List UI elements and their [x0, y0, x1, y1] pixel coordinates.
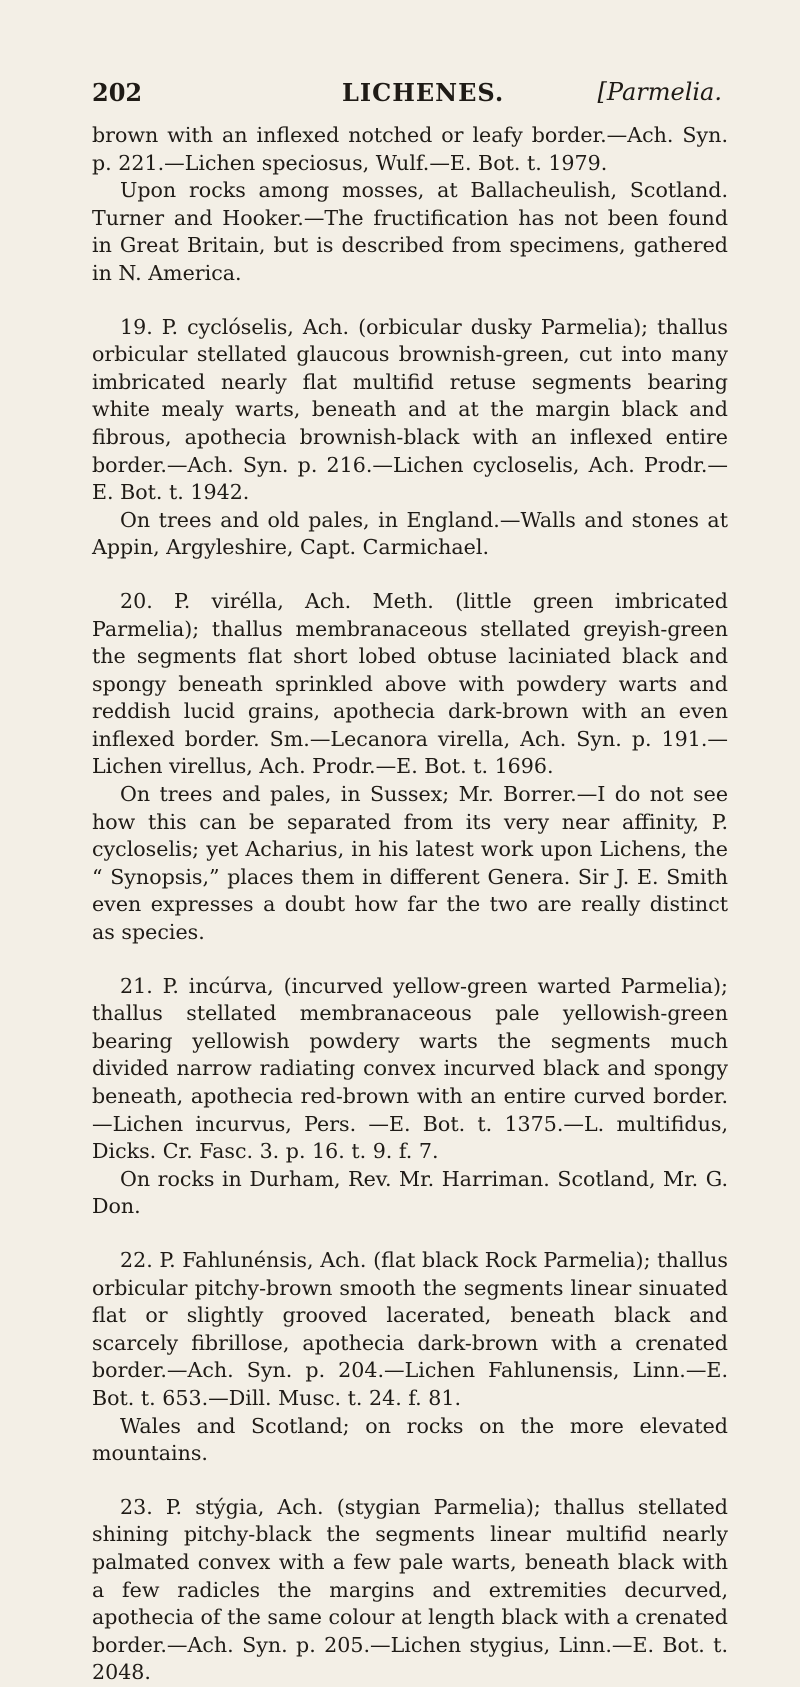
page-body [92, 122, 728, 1687]
page-number: 202 [92, 78, 143, 107]
paragraph: On rocks in Durham, Rev. Mr. Harriman. Scotland, Mr. G. Don. [92, 1166, 728, 1219]
running-title: LICHENES. [342, 78, 505, 107]
section-title: [Parmelia. [597, 78, 722, 106]
species-entry: 23. P. stýgia, Ach. (stygian Parmelia); thallus stellated shining pitchy-black the segments linear multifid nearly palmated convex with a few pale warts, beneath black with a few radicles the margins and extremities decurved, apothecia of the same colour at length black with a crenated border.—Ach. Syn. p. 205.—Lichen stygius, Linn.—E. Bot. t. 2048. [92, 1494, 728, 1685]
paragraph: brown with an inflexed notched or leafy border.—Ach. Syn. p. 221.—Lichen speciosus, Wulf.—E. Bot. t. 1979. [92, 123, 728, 175]
species-entry: 21. P. incúrva, (incurved yellow-green warted Parmelia); thallus stellated membranaceous pale yellowish-green bearing yellowish powdery warts the segments much divided narrow radiating convex incurved black and spongy beneath, apothecia red-brown with an entire curved border.—Lichen incurvus, Pers. —E. Bot. t. 1375.—L. multifidus, Dicks. Cr. Fasc. 3. p. 16. t. 9. f. 7. [92, 973, 728, 1164]
page-header [92, 78, 722, 112]
paragraph: On trees and pales, in Sussex; Mr. Borrer.—I do not see how this can be separated from its very near affinity, P. cycloselis; yet Acharius, in his latest work upon Lichens, the “ Synopsis,” places them in different Genera. Sir J. E. Smith even expresses a doubt how far the two are really distinct as species. [92, 782, 728, 945]
paragraph: On trees and old pales, in England.—Walls and stones at Appin, Argyleshire, Capt. Carmichael. [92, 507, 728, 560]
paragraph: Wales and Scotland; on rocks on the more elevated mountains. [92, 1413, 728, 1466]
species-entry: 20. P. virélla, Ach. Meth. (little green imbricated Parmelia); thallus membranaceous stellated greyish-green the segments flat short lobed obtuse laciniated black and spongy beneath sprinkled above with powdery warts and reddish lucid grains, apothecia dark-brown with an even inflexed border. Sm.—Lecanora virella, Ach. Syn. p. 191.—Lichen virellus, Ach. Prodr.—E. Bot. t. 1696. [92, 588, 728, 779]
species-entry: 19. P. cyclóselis, Ach. (orbicular dusky Parmelia); thallus orbicular stellated glaucous brownish-green, cut into many imbricated nearly flat multifid retuse segments bearing white mealy warts, beneath and at the margin black and fibrous, apothecia brownish-black with an inflexed entire border.—Ach. Syn. p. 216.—Lichen cycloselis, Ach. Prodr.—E. Bot. t. 1942. [92, 314, 728, 505]
paragraph: Upon rocks among mosses, at Ballacheulish, Scotland. Turner and Hooker.—The fructification has not been found in Great Britain, but is described from specimens, gathered in N. America. [92, 178, 728, 285]
species-entry: 22. P. Fahlunénsis, Ach. (flat black Rock Parmelia); thallus orbicular pitchy-brown smooth the segments linear sinuated flat or slightly grooved lacerated, beneath black and scarcely fibrillose, apothecia dark-brown with a crenated border.—Ach. Syn. p. 204.—Lichen Fahlunensis, Linn.—E. Bot. t. 653.—Dill. Musc. t. 24. f. 81. [92, 1247, 728, 1410]
